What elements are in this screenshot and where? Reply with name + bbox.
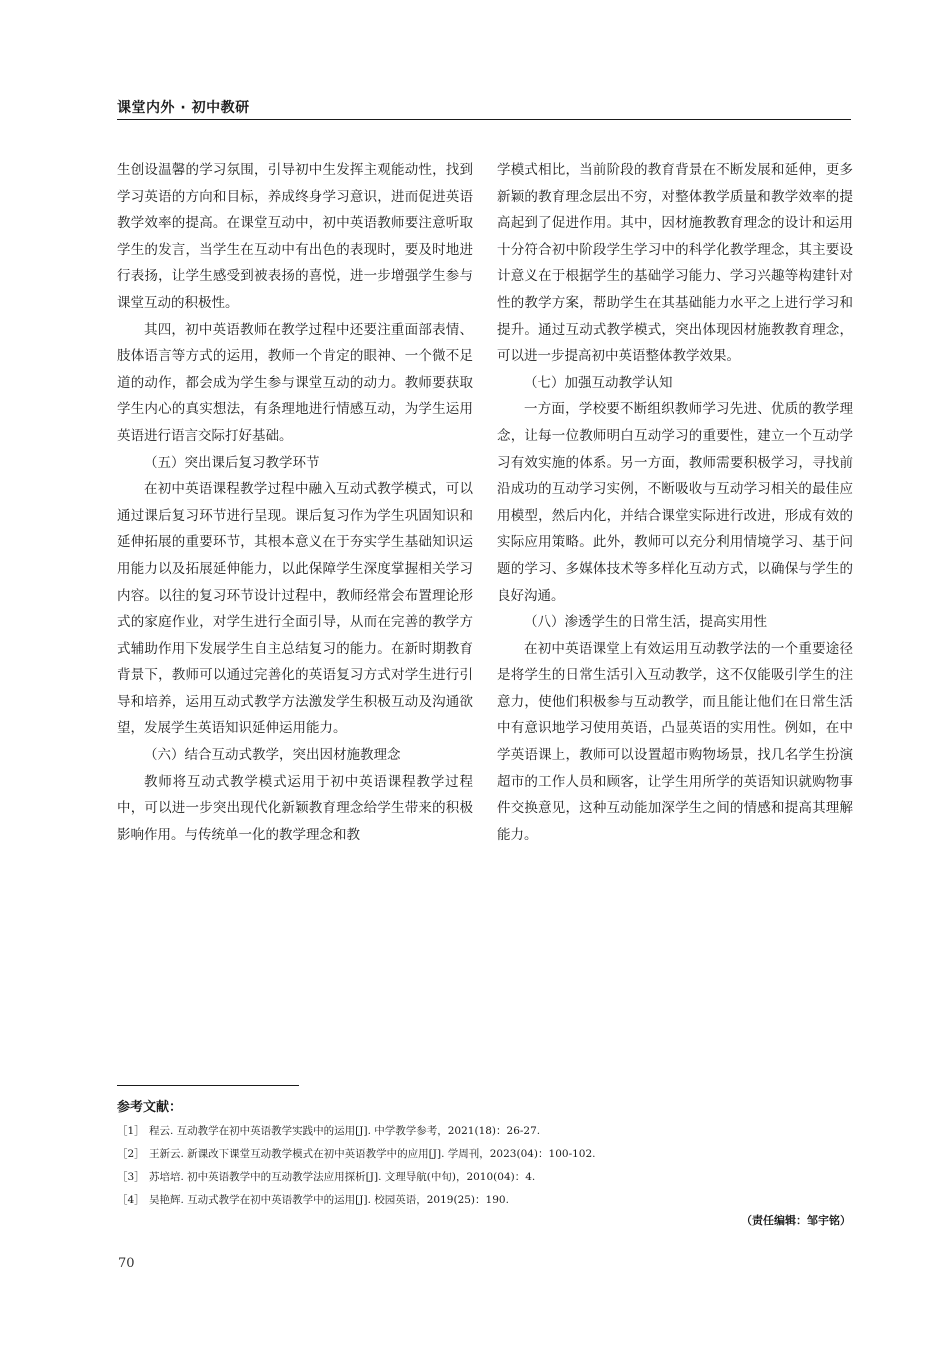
reference-item bbox=[117, 1189, 851, 1212]
reference-number: ［2］ bbox=[117, 1148, 145, 1160]
running-header: 课堂内外 · 初中教研 bbox=[117, 100, 250, 116]
section-heading: （八）渗透学生的日常生活，提高实用性 bbox=[524, 614, 767, 631]
reference-number: ［1］ bbox=[117, 1125, 145, 1137]
reference-text: 程云. 互动教学在初中英语教学实践中的运用[J]. 中学教学参考，2021(18)：26-27. bbox=[149, 1125, 541, 1137]
reference-text: 吴艳辉. 互动式教学在初中英语教学中的运用[J]. 校园英语，2019(25)：190. bbox=[149, 1194, 509, 1206]
responsible-editor: （责任编辑：邹宇铭） bbox=[741, 1214, 851, 1227]
section-heading: （六）结合互动式教学，突出因材施教理念 bbox=[144, 747, 401, 764]
paragraph: 在初中英语课程教学过程中融入互动式教学模式，可以通过课后复习环节进行呈现。课后复习作为学生巩固知识和延伸拓展的重要环节，其根本意义在于夯实学生基础知识运用能力以及拓展延伸能力，以此保障学生深度掌握相关学习内容。以往的复习环节设计过程中，教师经常会布置理论形式的家庭作业，对学生进行全面引导，从而在完善的教学方式辅助作用下发展学生自主总结复习的能力。在新时期教育背景下，教师可以通过完善化的英语复习方式对学生进行引导和培养，运用互动式教学方法激发学生积极互动及沟通欲望，发展学生英语知识延伸运用能力。 bbox=[117, 481, 473, 737]
reference-text: 苏培培. 初中英语教学中的互动教学法应用探析[J]. 文理导航(中旬)，2010(04)：4. bbox=[149, 1171, 536, 1183]
paragraph: 一方面，学校要不断组织教师学习先进、优质的教学理念，让每一位教师明白互动学习的重要性，建立一个互动学习有效实施的体系。另一方面，教师需要积极学习，寻找前沿成功的互动学习实例，不断吸收与互动学习相关的最佳应用模型，然后内化，并结合课堂实际进行改进，形成有效的实际应用策略。此外，教师可以充分利用情境学习、基于问题的学习、多媒体技术等多样化互动方式，以确保与学生的良好沟通。 bbox=[497, 401, 853, 604]
paragraph: 在初中英语课堂上有效运用互动教学法的一个重要途径是将学生的日常生活引入互动教学，这不仅能吸引学生的注意力，使他们积极参与互动教学，而且能让他们在日常生活中有意识地学习使用英语，凸显英语的实用性。例如，在中学英语课上，教师可以设置超市购物场景，找几名学生扮演超市的工作人员和顾客，让学生用所学的英语知识就购物事件交换意见，这种互动能加深学生之间的情感和提高其理解能力。 bbox=[497, 640, 853, 843]
references-rule bbox=[117, 1085, 299, 1086]
references-title: 参考文献： bbox=[117, 1100, 183, 1115]
left-column bbox=[117, 157, 473, 848]
reference-text: 王新云. 新课改下课堂互动教学模式在初中英语教学中的应用[J]. 学周刊，2023(04)：100-102. bbox=[149, 1148, 596, 1160]
reference-item bbox=[117, 1143, 851, 1166]
paragraph: 生创设温馨的学习氛围，引导初中生发挥主观能动性，找到学习英语的方向和目标，养成终身学习意识，进而促进英语教学效率的提高。在课堂互动中，初中英语教师要注意听取学生的发言，当学生在互动中有出色的表现时，要及时地进行表扬，让学生感受到被表扬的喜悦，进一步增强学生参与课堂互动的积极性。 bbox=[117, 162, 473, 311]
reference-item bbox=[117, 1120, 851, 1143]
page-number: 70 bbox=[118, 1256, 135, 1271]
section-heading: （五）突出课后复习教学环节 bbox=[144, 454, 320, 471]
reference-number: ［3］ bbox=[117, 1171, 145, 1183]
header-rule bbox=[117, 119, 851, 120]
references-list bbox=[117, 1120, 851, 1212]
paragraph: 学模式相比，当前阶段的教育背景在不断发展和延伸，更多新颖的教育理念层出不穷，对整体教学质量和教学效率的提高起到了促进作用。其中，因材施教教育理念的设计和运用十分符合初中阶段学生学习中的科学化教学理念，其主要设计意义在于根据学生的基础学习能力、学习兴趣等构建针对性的教学方案，帮助学生在其基础能力水平之上进行学习和提升。通过互动式教学模式，突出体现因材施教教育理念，可以进一步提高初中英语整体教学效果。 bbox=[497, 162, 853, 365]
reference-number: ［4］ bbox=[117, 1194, 145, 1206]
right-column bbox=[497, 157, 853, 848]
paragraph: 其四，初中英语教师在教学过程中还要注重面部表情、肢体语言等方式的运用，教师一个肯定的眼神、一个微不足道的动作，都会成为学生参与课堂互动的动力。教师要获取学生内心的真实想法，有条理地进行情感互动，为学生运用英语进行语言交际打好基础。 bbox=[117, 321, 473, 444]
section-heading: （七）加强互动教学认知 bbox=[524, 374, 673, 391]
paragraph: 教师将互动式教学模式运用于初中英语课程教学过程中，可以进一步突出现代化新颖教育理念给学生带来的积极影响作用。与传统单一化的教学理念和教 bbox=[117, 773, 473, 843]
reference-item bbox=[117, 1166, 851, 1189]
